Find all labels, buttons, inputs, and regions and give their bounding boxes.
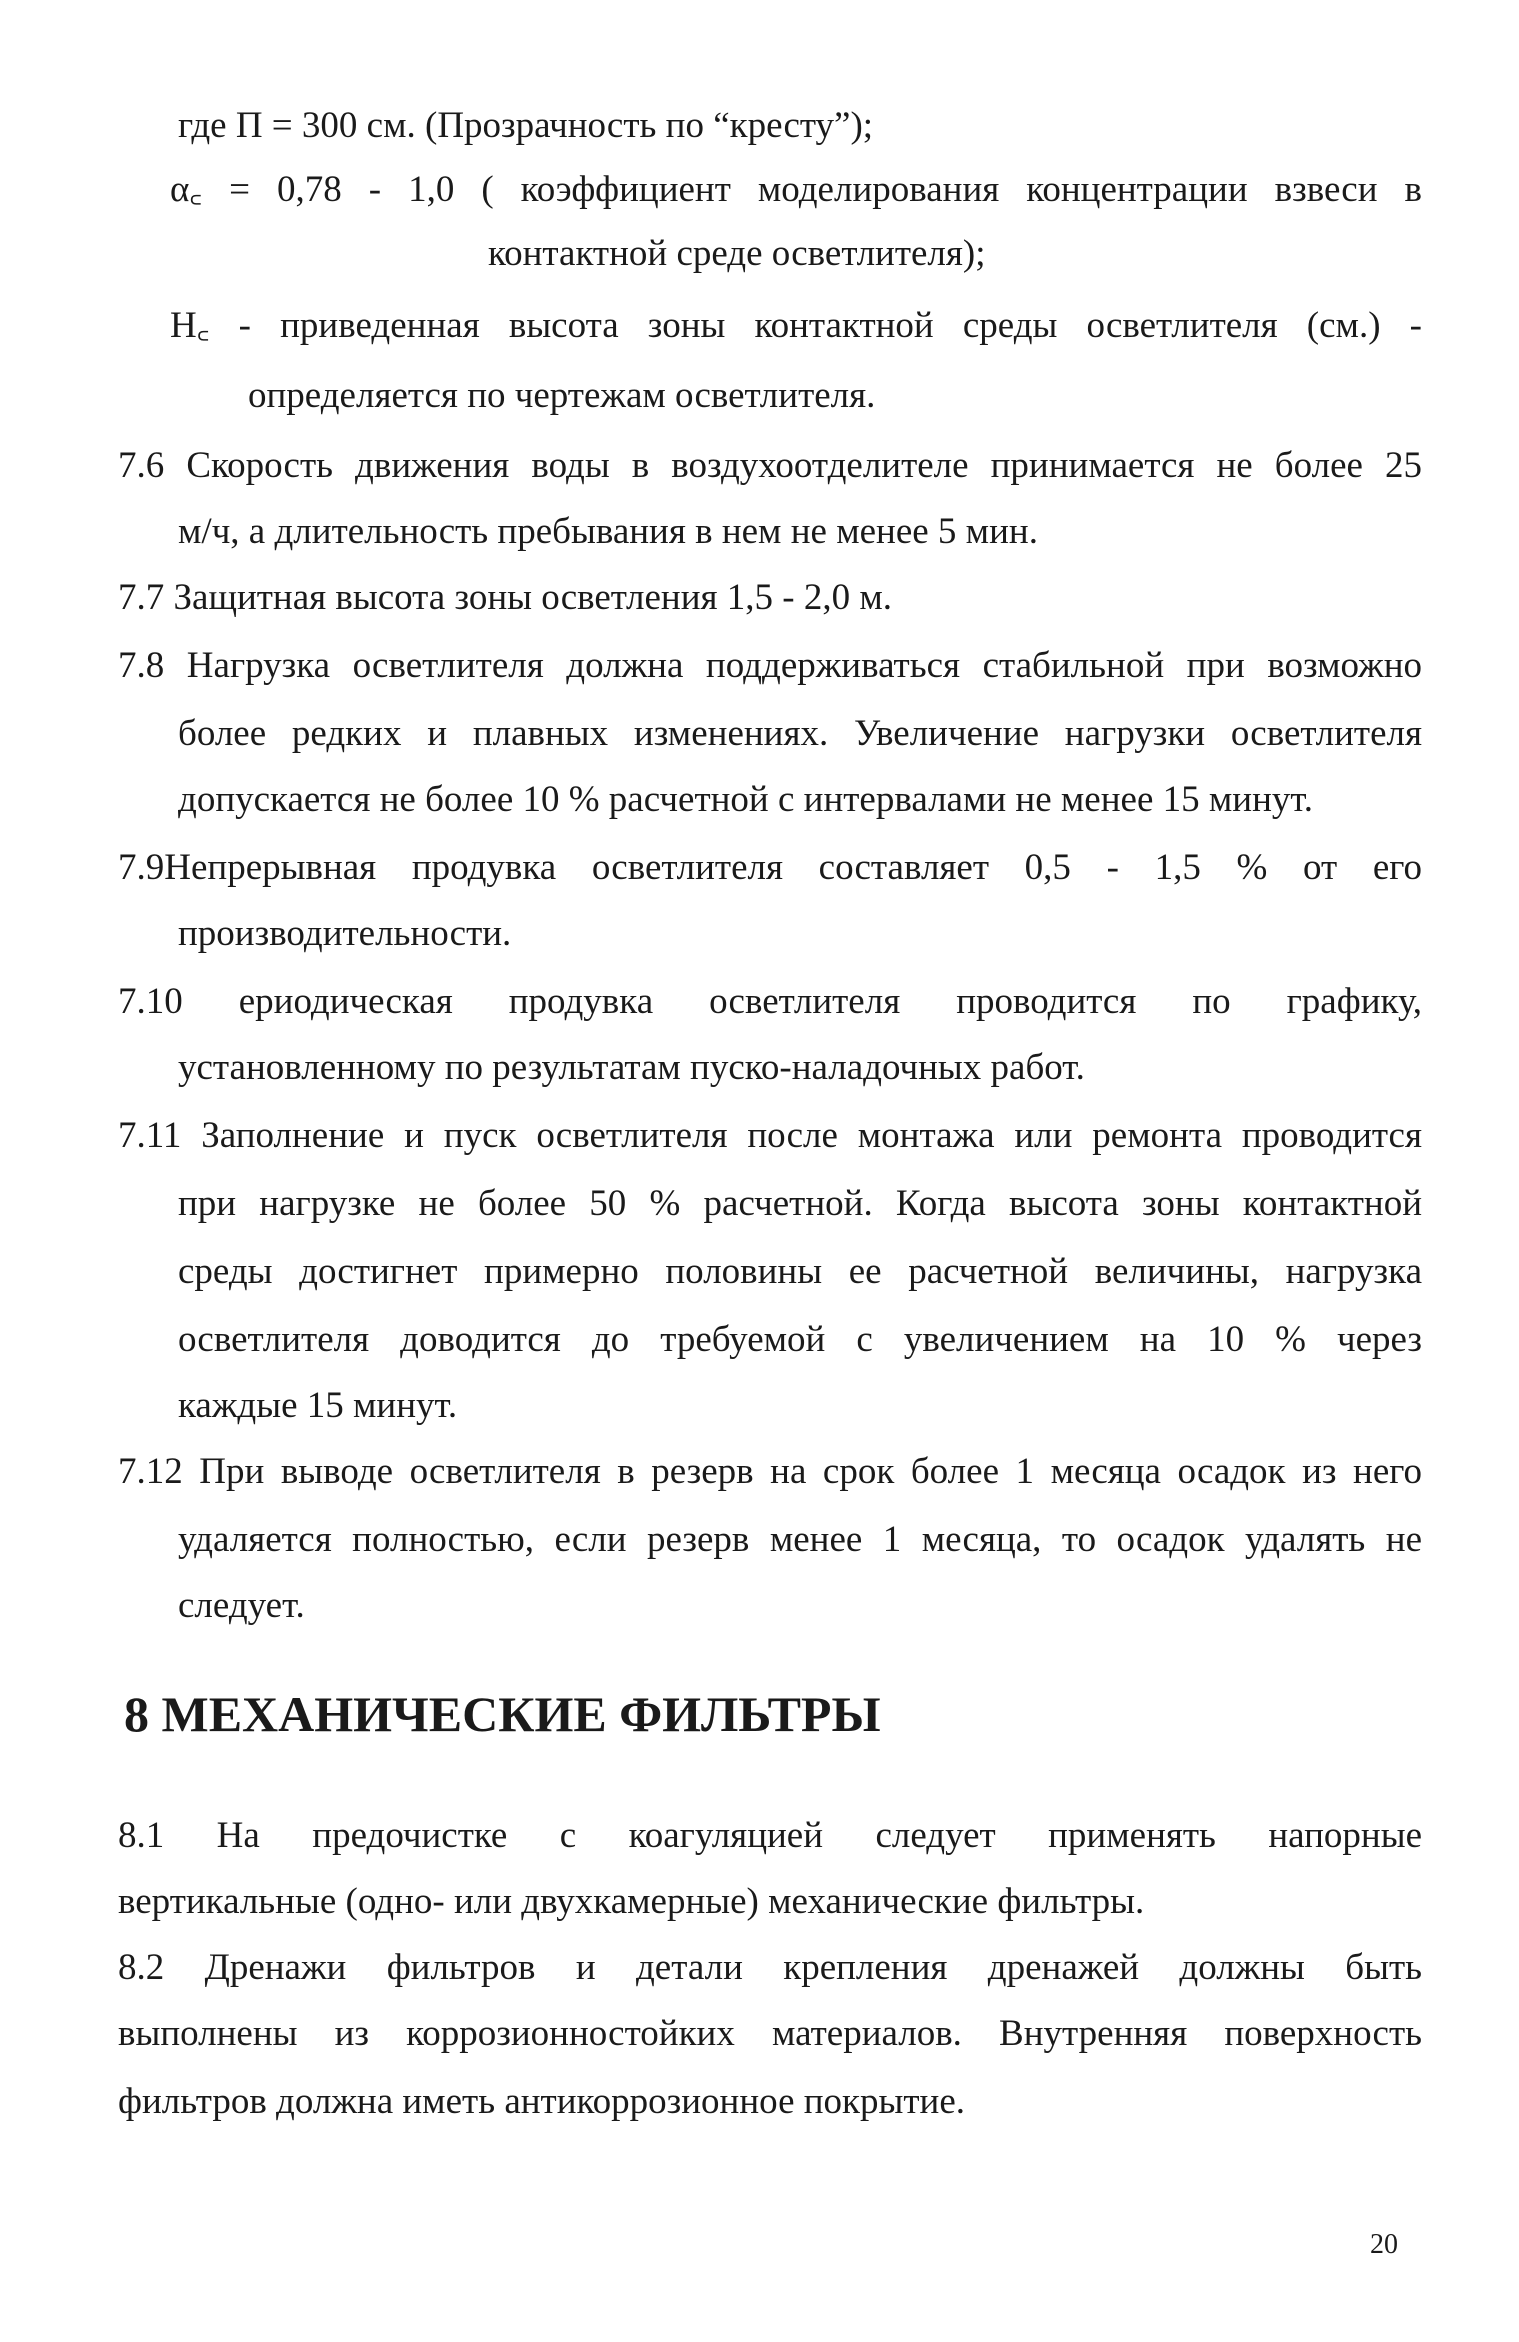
text-line: α꜀ = 0,78 - 1,0 ( коэффициент моделирования концентрации взвеси в <box>170 169 1422 210</box>
text-line: 7.8 Нагрузка осветлителя должна поддерживаться стабильной при возможно <box>118 645 1422 686</box>
text-line: осветлителя доводится до требуемой с увеличением на 10 % через <box>178 1319 1422 1360</box>
text-line: 8.2 Дренажи фильтров и детали крепления дренажей должны быть <box>118 1947 1422 1988</box>
text-line: определяется по чертежам осветлителя. <box>248 375 876 416</box>
text-line: м/ч, а длительность пребывания в нем не менее 5 мин. <box>178 511 1038 552</box>
text-line: фильтров должна иметь антикоррозионное покрытие. <box>118 2081 966 2122</box>
text-line: 8.1 На предочистке с коагуляцией следует применять напорные <box>118 1815 1422 1856</box>
section-heading: 8 МЕХАНИЧЕСКИЕ ФИЛЬТРЫ <box>124 1686 881 1742</box>
text-line: 7.10 ериодическая продувка осветлителя проводится по графику, <box>118 981 1422 1022</box>
text-line: удаляется полностью, если резерв менее 1 месяца, то осадок удалять не <box>178 1519 1422 1560</box>
text-line: 7.9Непрерывная продувка осветлителя составляет 0,5 - 1,5 % от его <box>118 847 1422 888</box>
text-line: вертикальные (одно- или двухкамерные) механические фильтры. <box>118 1881 1145 1922</box>
text-line: производительности. <box>178 913 512 954</box>
text-line: каждые 15 минут. <box>178 1385 458 1426</box>
text-line: 7.6 Скорость движения воды в воздухоотделителе принимается не более 25 <box>118 445 1422 486</box>
text-line: где П = 300 см. (Прозрачность по “кресту”); <box>178 105 874 146</box>
text-line: при нагрузке не более 50 % расчетной. Когда высота зоны контактной <box>178 1183 1422 1224</box>
text-line: 7.7 Защитная высота зоны осветления 1,5 - 2,0 м. <box>118 577 893 618</box>
text-line: более редких и плавных изменениях. Увеличение нагрузки осветлителя <box>178 713 1422 754</box>
text-line: 7.11 Заполнение и пуск осветлителя после монтажа или ремонта проводится <box>118 1115 1422 1156</box>
page-number: 20 <box>1370 2229 1398 2260</box>
text-line: 7.12 При выводе осветлителя в резерв на срок более 1 месяца осадок из него <box>118 1451 1422 1492</box>
text-line: выполнены из коррозионностойких материалов. Внутренняя поверхность <box>118 2013 1422 2054</box>
text-line: контактной среде осветлителя); <box>488 233 986 274</box>
text-line: допускается не более 10 % расчетной с интервалами не менее 15 минут. <box>178 779 1314 820</box>
text-line: H꜀ - приведенная высота зоны контактной среды осветлителя (см.) - <box>170 305 1422 346</box>
text-line: среды достигнет примерно половины ее расчетной величины, нагрузка <box>178 1251 1422 1292</box>
text-line: установленному по результатам пуско-наладочных работ. <box>178 1047 1085 1088</box>
text-line: следует. <box>178 1585 305 1626</box>
